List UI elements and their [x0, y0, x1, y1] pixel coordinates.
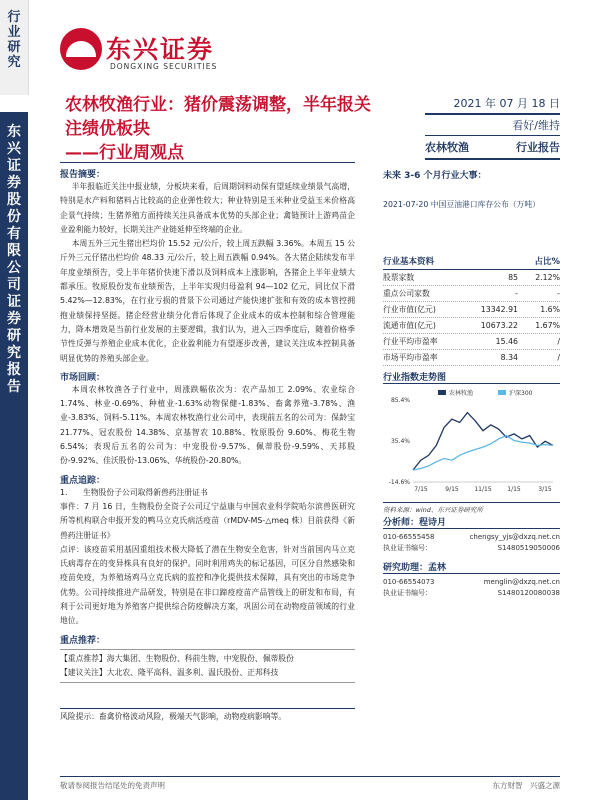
table-header-label: 行业基本资料: [383, 257, 435, 267]
y-tick-label: -14.6%: [388, 479, 410, 486]
chart-source: 资料来源：wind、东兴证券研究所: [383, 502, 560, 514]
market-paragraph: 本周农林牧渔各子行业中，周涨跌幅依次为：农产品加工 2.09%、农业综合 1.74%、林业-0.69%、种植业-1.63%动物保健-1.83%、畜禽养殖-3.78%、渔业-3.83%、饲料-5.11%。本周农林牧渔行业公司中，表现前五名的公司为：保龄宝 21.77%、冠农股份 14.38%、京基智农 10.88%、牧原股份 9.60%、梅花生物 6.54%；表现后五名的公司为：中宠股份-9.57%、佩蒂股份-9.59%、天邦股份-9.92%、佳沃股份-13.06%、华统股份-20.80%。: [60, 384, 355, 466]
recommend-heading: 重点推荐：: [60, 635, 106, 646]
table-row: [383, 350, 560, 366]
sidebar-company-text: 东兴证券股份有限公司证券研究报告: [7, 124, 21, 395]
logo-text-en: DONGXING SECURITIES: [110, 62, 218, 71]
divider: [60, 708, 355, 709]
focus-comment-paragraph: 点评：该疫苗采用基因重组技术极大降低了潜在生物安全危害，针对当前国内马立克氏病毒存在的变异株具有良好的保护。同时利用鸡失的标记基因，可区分自然感染和疫苗免疫，为养殖场鸡马立克氏病的监控和净化提供技术保障，具有突出的市场竞争优势。公司持续推进产品研发，特别是在非口蹄疫疫苗产品管线上的研发和布局，有利于公司更好地为养殖客户提供综合防疫解决方案，巩固公司在动物疫苗领域的行业地位。: [60, 544, 355, 626]
table-row: [383, 318, 560, 334]
risk-note: 风险提示：畜禽价格波动风险，极端天气影响，动物疫病影响等。: [60, 712, 287, 721]
analyst-phone: 010-66555458: [383, 533, 435, 541]
analyst-cert: [383, 543, 560, 554]
assistant-cert-number: S1480120080038: [497, 589, 560, 597]
legend-label: 农林牧渔: [449, 390, 474, 397]
page-footer: [60, 776, 560, 791]
analyst-section: [383, 515, 560, 599]
table-row: [383, 302, 560, 318]
x-tick-label: 9/15: [445, 486, 459, 493]
footer-slogan: 东方财智 兴盛之源: [492, 781, 560, 790]
table-row: [383, 334, 560, 350]
assistant-email[interactable]: menglin@dxzq.net.cn: [483, 578, 560, 586]
focus-heading: 重点追踪：: [60, 475, 106, 486]
assistant-phone: 010-66554073: [383, 578, 435, 586]
series-line: [413, 436, 553, 470]
table-header: [383, 255, 560, 270]
analyst-contact: [383, 532, 560, 543]
row-pct: 2.12%: [535, 273, 560, 282]
summary-heading: 报告摘要：: [60, 170, 106, 180]
row-pct: 1.67%: [535, 321, 560, 330]
summary-paragraph-1: 半年报临近关注中报业绩，分板块来看，后周期饲料动保有望延续业绩景气高增，特别是水产料和猪料占比较高的企业弹性较大；种业特别是玉米种业受益玉米价格高企景气持续；生猪养殖方面持续关注具备成本优势的头部企业；禽链预计上游鸡苗企业盈利能力较好，长期关注产业链延伸至终端的企业。: [60, 182, 355, 234]
row-label: 股票家数: [383, 273, 415, 282]
row-value: 13342.91: [480, 305, 518, 314]
sidebar-category-bar: [0, 0, 29, 95]
report-title-block: [65, 93, 385, 165]
assistant-contact: [383, 577, 560, 588]
recommend-key: 【重点推荐】海大集团、生物股份、科前生物、中宠股份、佩蒂股份: [60, 653, 294, 663]
report-body: [60, 162, 355, 703]
legend-label: 沪深300: [509, 390, 533, 397]
sidebar-category-text: 行业研究: [7, 10, 21, 70]
report-rating: 看好/维持: [425, 115, 560, 136]
report-type-tag: 行业报告: [516, 141, 560, 154]
analyst-heading: 分析师：程诗月: [383, 515, 560, 529]
y-tick-label: 35.4%: [390, 438, 410, 445]
x-tick-label: 11/15: [474, 486, 492, 493]
sidebar-company-bar: [0, 112, 28, 800]
summary-paragraph-2: 本周五外三元生猪出栏均价 15.52 元/公斤，较上周五跌幅 3.36%。本周五 15 公斤外三元仔猪出栏均价 48.33 元/公斤，较上周五跌幅 0.94%。各大猪企陆续发布半年度业绩预告，受上半年猪价快速下滑以及饲料成本上涨影响，各猪企上半年业绩大都承压。牧原股份发布业绩预告，上半年实现归母盈利 94—102 亿元，同比仅下滑 5.42%—12.83%，在行业亏损的背景下公司通过产能快速扩张和有效的成本管控拥抱业绩保持坚挺。猪企经营业绩分化背后体现了企业成本的成本控制和综合管理能力，降本增效是当前行业发展的主要逻辑，我们认为，进入三四季度后，随着价格季节性反弹与养殖企业成本优化，企业盈利能力有望逐步改善，建议关注成本控制具备明显优势的养殖头部企业。: [60, 239, 355, 363]
focus-item-heading: 1. 生物股份子公司取得新兽药注册证书: [60, 487, 208, 497]
recommend-box: [60, 649, 355, 684]
report-tags: [425, 136, 560, 160]
row-pct: /: [557, 353, 560, 362]
assistant-heading: 研究助理：孟林: [383, 560, 560, 574]
row-value: 85: [508, 273, 518, 282]
row-value: -: [515, 289, 518, 298]
chart-heading: 行业指数走势图: [383, 370, 560, 384]
x-tick-label: 1/15: [507, 486, 521, 493]
analyst-email[interactable]: chengsy_yjs@dxzq.net.cn: [469, 533, 560, 541]
row-label: 流通市值(亿元): [383, 321, 436, 330]
legend-swatch: [498, 390, 506, 395]
y-tick-label: 85.4%: [390, 397, 410, 404]
logo-text-cn: 东兴证券: [106, 35, 215, 64]
analyst-cert-label: 执业证书编号：: [383, 544, 432, 552]
table-header-pct: 占比%: [534, 257, 560, 267]
assistant-cert-label: 执业证书编号：: [383, 589, 432, 597]
table-row: [383, 286, 560, 302]
row-value: 10673.22: [480, 321, 518, 330]
report-meta: [425, 95, 560, 160]
x-tick-label: 3/15: [538, 486, 552, 493]
industry-tag: 农林牧渔: [425, 141, 469, 154]
footer-disclaimer: 敬请参阅报告结尾处的免责声明: [60, 781, 165, 790]
events-heading: 未来 3-6 个月行业大事：: [383, 171, 487, 181]
event-item: 2021-07-20 中国豆油港口库存公布（万吨）: [383, 200, 540, 209]
report-date: 2021 年 07 月 18 日: [425, 95, 560, 115]
focus-event-paragraph: 事件：7 月 16 日，生物股份全资子公司辽宁益康与中国农业科学院哈尔滨兽医研究所等机构联合申报开发的鸭马立克氏病活疫苗（rMDV-MS-△meq 株）目前获得《新兽药注册证书》: [60, 501, 355, 540]
recommend-watch: 【建议关注】大北农、隆平高科、温多利、温氏股份、正邦科技: [60, 667, 279, 677]
report-subtitle: ——行业周观点: [65, 143, 184, 163]
market-heading: 市场回顾：: [60, 372, 106, 383]
row-value: 8.34: [500, 353, 518, 362]
analyst-cert-number: S1480519050006: [497, 544, 560, 552]
row-pct: /: [557, 337, 560, 346]
row-pct: 1.6%: [540, 305, 560, 314]
industry-basic-table: [383, 255, 560, 366]
index-chart-section: [383, 370, 560, 514]
x-tick-label: 7/15: [414, 486, 428, 493]
assistant-cert: [383, 588, 560, 599]
row-label: 市场平均市盈率: [383, 353, 438, 362]
table-row: [383, 270, 560, 286]
row-label: 行业平均市盈率: [383, 337, 438, 346]
index-trend-chart: [383, 386, 560, 498]
row-label: 行业市值(亿元): [383, 305, 436, 314]
row-label: 重点公司家数: [383, 289, 430, 298]
row-value: 15.46: [495, 337, 518, 346]
legend-swatch: [438, 390, 446, 395]
row-pct: -: [557, 289, 560, 298]
report-title: 农林牧渔行业：猪价震荡调整，半年报关注绩优板块: [65, 95, 371, 139]
events-section: [383, 168, 560, 210]
series-line: [413, 413, 553, 470]
